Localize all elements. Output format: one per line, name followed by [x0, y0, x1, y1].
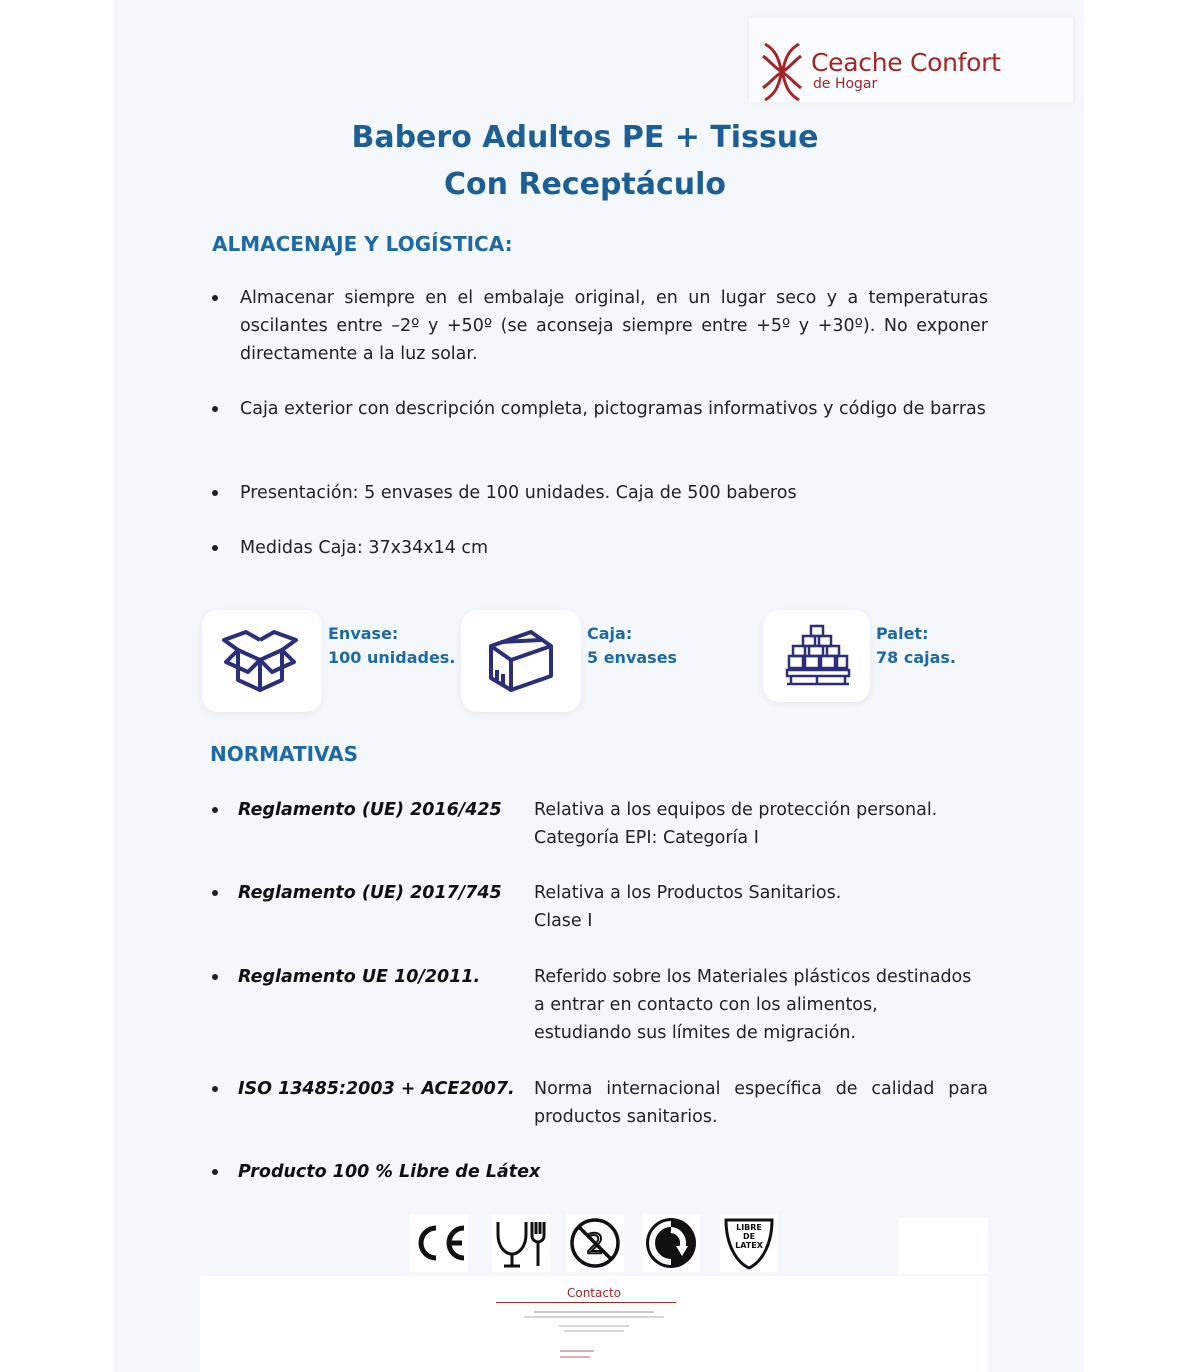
svg-text:LATEX: LATEX	[735, 1241, 763, 1250]
norm-name: Reglamento (UE) 2016/425	[238, 800, 502, 820]
open-box-icon	[202, 610, 322, 712]
norm-description: Norma internacional específica de calidad para productos sanitarios.	[534, 1079, 988, 1127]
envase-card	[202, 610, 322, 712]
palet-value: 78 cajas.	[876, 648, 956, 667]
palet-title: Palet:	[876, 624, 929, 643]
svg-text:LIBRE: LIBRE	[736, 1223, 762, 1232]
norm-description: Relativa a los equipos de protección personal. Categoría EPI: Categoría I	[534, 800, 938, 848]
food-contact-icon	[492, 1214, 550, 1272]
brand-name: Ceache Confort	[811, 48, 1001, 77]
svg-text:2: 2	[586, 1227, 604, 1260]
butterfly-logo-icon	[761, 42, 803, 102]
bullet-dot	[212, 490, 218, 496]
contact-fine-print	[200, 1308, 988, 1338]
green-dot-icon	[642, 1214, 700, 1272]
list-item	[212, 284, 988, 368]
norm-description: Referido sobre los Materiales plásticos destinados a entrar en contacto con los alimentos, estudiando sus límites de migración.	[534, 967, 972, 1043]
list-item	[212, 479, 988, 507]
brand-subtitle: de Hogar	[813, 76, 878, 92]
page-title	[300, 114, 870, 208]
caja-value: 5 envases	[587, 648, 678, 667]
bullet-dot	[212, 974, 218, 980]
storage-heading: ALMACENAJE Y LOGÍSTICA:	[212, 232, 513, 256]
title-line-1: Babero Adultos PE + Tissue	[351, 120, 819, 155]
bullet-dot	[212, 807, 218, 813]
list-item-text: Almacenar siempre en el embalaje original, en un lugar seco y a temperaturas oscilantes entre –2º y +50º (se aconseja siempre entre +5º y +30º). No exponer directamente a la luz solar.	[240, 288, 988, 364]
bullet-dot	[212, 545, 218, 551]
brand-logo	[749, 18, 1073, 102]
norm-name: Reglamento UE 10/2011.	[238, 967, 481, 987]
norm-description: Relativa a los Productos Sanitarios. Clase I	[534, 883, 842, 931]
caja-title: Caja:	[587, 624, 633, 643]
bullet-dot	[212, 890, 218, 896]
norm-name: ISO 13485:2003 + ACE2007.	[238, 1079, 515, 1099]
bullet-dot	[212, 406, 218, 412]
bullet-dot	[212, 1086, 218, 1092]
norms-heading: NORMATIVAS	[210, 742, 359, 766]
svg-text:DE: DE	[742, 1232, 756, 1241]
contact-divider	[496, 1302, 676, 1303]
closed-box-icon	[461, 610, 581, 712]
envase-title: Envase:	[328, 624, 399, 643]
latex-free-icon	[720, 1214, 778, 1272]
ce-mark-icon	[410, 1214, 468, 1272]
bullet-dot	[212, 295, 218, 301]
bullet-dot	[212, 1169, 218, 1175]
envase-label	[328, 622, 455, 670]
caja-label	[587, 622, 677, 670]
contact-footer	[200, 1276, 988, 1372]
contact-social-line	[560, 1350, 594, 1352]
list-item	[212, 534, 988, 562]
title-line-2: Con Receptáculo	[443, 167, 727, 202]
palet-label	[876, 622, 956, 670]
blank-panel	[898, 1218, 988, 1274]
norm-name: Reglamento (UE) 2017/745	[238, 883, 502, 903]
single-use-icon	[566, 1214, 624, 1272]
list-item	[212, 395, 988, 423]
norm-name: Producto 100 % Libre de Látex	[238, 1162, 541, 1182]
list-item-text: Presentación: 5 envases de 100 unidades. Caja de 500 baberos	[240, 483, 797, 503]
palet-card	[763, 610, 870, 702]
list-item-text: Medidas Caja: 37x34x14 cm	[240, 538, 489, 558]
contact-title: Contacto	[566, 1286, 622, 1300]
list-item-text: Caja exterior con descripción completa, pictogramas informativos y código de barras	[240, 399, 986, 419]
contact-social-line	[560, 1356, 590, 1358]
envase-value: 100 unidades.	[328, 648, 456, 667]
caja-card	[461, 610, 581, 712]
pallet-icon	[763, 610, 870, 702]
